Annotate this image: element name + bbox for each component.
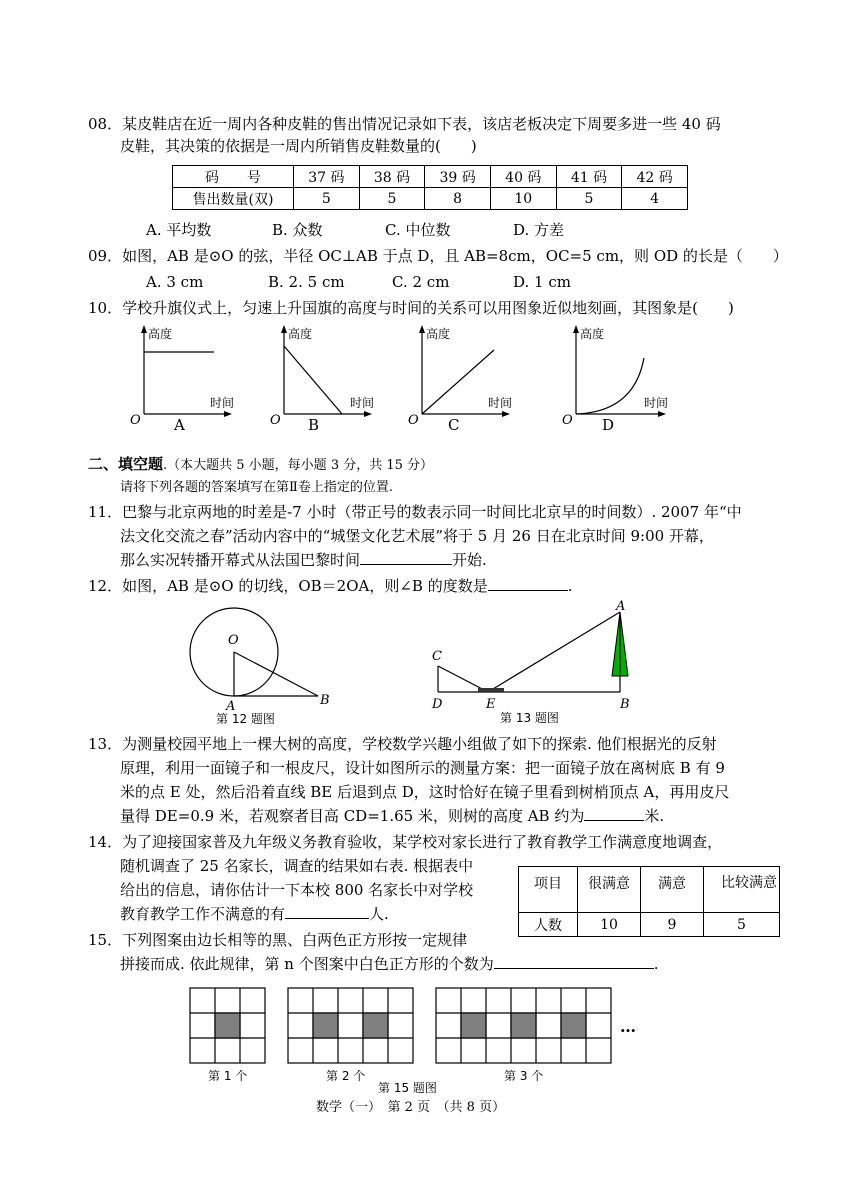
q08-table-header-cell: 40 码 [490, 166, 556, 188]
q12-caption: 第 12 题图 [216, 712, 275, 726]
q14-table-cell: 5 [704, 913, 780, 937]
y-label: 高度 [288, 327, 313, 341]
q13-line4 [120, 806, 664, 826]
section-2-heading [88, 454, 433, 476]
x-label: 时间 [488, 396, 513, 410]
q11-line2: 法文化交流之春”活动内容中的“城堡文化艺术展”将于 5 月 26 日在北京时间 9:00 开幕， [120, 527, 714, 545]
q14-table-cell: 人数 [519, 913, 578, 937]
q14-line3: 给出的信息，请你估计一下本校 800 名家长中对学校 [120, 881, 474, 899]
graph-label-b: B [308, 416, 320, 434]
q09-option-b: B. 2. 5 cm [268, 273, 345, 291]
q08-table-cell: 4 [622, 188, 688, 210]
q14-table-header-cell: 项目 [519, 867, 578, 913]
q11-text: 那么实况转播开幕式从法国巴黎时间 [120, 551, 361, 569]
q08-table-header-cell: 41 码 [556, 166, 622, 188]
x-axis-arrow [658, 411, 666, 417]
black-square [561, 1013, 586, 1038]
q08-table-cell: 10 [490, 188, 556, 210]
origin-label: O [562, 413, 573, 428]
y-axis-arrow [281, 325, 287, 333]
label-d: D [432, 697, 443, 712]
mirror [478, 688, 504, 692]
q12-text-end: . [567, 577, 573, 595]
q11-line1: 11．巴黎与北京两地的时差是-7 小时（带正号的数表示同一时间比北京早的时间数）. 2007 年“中 [88, 503, 742, 521]
section-2-title: 二、填空题 [88, 455, 164, 473]
q10-graph-d [558, 322, 670, 434]
pattern-ellipsis: … [620, 1017, 636, 1036]
pattern-1 [190, 988, 265, 1063]
q08-table-header-cell: 码 号 [173, 166, 294, 188]
q15-text-end: . [653, 955, 659, 973]
pattern-3-caption: 第 3 个 [504, 1069, 544, 1083]
graph-label-d: D [602, 416, 615, 434]
q08-table-cell: 5 [359, 188, 425, 210]
black-square [313, 1013, 338, 1038]
y-label: 高度 [426, 327, 451, 341]
label-a: A [226, 699, 236, 714]
q15-line2 [120, 954, 659, 974]
segment-ob [234, 652, 318, 696]
black-square [363, 1013, 388, 1038]
q13-text: 量得 DE=0.9 米，若观察者目高 CD=1.65 米，则树的高度 AB 约为 [120, 807, 585, 825]
pattern-1-caption: 第 1 个 [208, 1069, 248, 1083]
pattern-2-border [288, 988, 413, 1063]
section-2-note: .（本大题共 5 小题，每小题 3 分，共 15 分） [163, 458, 434, 473]
black-square [461, 1013, 486, 1038]
x-label: 时间 [350, 396, 375, 410]
y-axis-arrow [419, 325, 425, 333]
q14-table-header-cell: 很满意 [578, 867, 641, 913]
q13-caption: 第 13 题图 [500, 711, 559, 725]
y-label: 高度 [148, 327, 173, 341]
q14-table [518, 866, 780, 937]
y-axis-arrow [573, 325, 579, 333]
q12-figure [180, 600, 340, 728]
q15-caption: 第 15 题图 [378, 1081, 437, 1094]
q10-graph-c [404, 322, 514, 434]
q11-text-end: 开始. [452, 551, 487, 569]
q08-table-header-cell: 37 码 [294, 166, 360, 188]
q13-line2: 原理，利用一面镜子和一根皮尺，设计如图所示的测量方案：把一面镜子放在离树底 B 有 9 [120, 759, 725, 777]
x-axis-arrow [364, 411, 372, 417]
x-label: 时间 [644, 396, 669, 410]
q14-line2: 随机调查了 25 名家长，调查的结果如右表. 根据表中 [120, 857, 474, 875]
y-axis-arrow [141, 325, 147, 333]
q11-line3 [120, 550, 487, 570]
x-axis-arrow [224, 411, 232, 417]
q14-table-cell: 10 [578, 913, 641, 937]
q09-option-d: D. 1 cm [513, 273, 571, 291]
q13-line1: 13．为测量校园平地上一棵大树的高度，学校数学兴趣小组做了如下的探索. 他们根据光的反射 [88, 735, 717, 753]
x-label: 时间 [210, 396, 235, 410]
q11-answer-blank[interactable] [360, 550, 452, 565]
label-o: O [228, 633, 239, 648]
q08-option-b: B. 众数 [272, 221, 323, 239]
q08-option-c: C. 中位数 [385, 221, 451, 239]
label-e: E [486, 697, 496, 712]
q08-table-cell: 8 [425, 188, 491, 210]
q14-line1: 14．为了迎接国家普及九年级义务教育验收，某学校对家长进行了教育教学工作满意度地调查， [88, 833, 723, 851]
q14-table-cell: 9 [641, 913, 704, 937]
origin-label: O [270, 413, 281, 428]
q10-line1: 10．学校升旗仪式上，匀速上升国旗的高度与时间的关系可以用图象近似地刻画，其图象是( ) [88, 299, 734, 317]
label-c: C [432, 649, 442, 664]
graph-line [284, 346, 342, 414]
q15-line1: 15．下列图案由边长相等的黑、白两色正方形按一定规律 [88, 931, 468, 949]
graph-label-a: A [174, 416, 185, 434]
q08-table-cell: 售出数量(双) [173, 188, 294, 210]
q09-line1: 09．如图，AB 是⊙O 的弦，半径 OC⊥AB 于点 D，且 AB=8cm，OC=5 cm，则 OD 的长是（ ） [88, 247, 788, 265]
q08-table-cell: 5 [294, 188, 360, 210]
q08-option-a: A. 平均数 [146, 221, 212, 239]
ray-ea [488, 612, 620, 692]
origin-label: O [130, 413, 141, 428]
black-square [215, 1013, 240, 1038]
q12-answer-blank[interactable] [488, 576, 568, 591]
graph-curve [576, 358, 644, 414]
pattern-2-caption: 第 2 个 [326, 1069, 366, 1083]
x-axis-arrow [502, 411, 510, 417]
q13-text-end: 米. [644, 807, 665, 825]
q14-text-end: 人. [369, 905, 389, 923]
graph-line [422, 350, 494, 414]
y-label: 高度 [580, 327, 605, 341]
q14-answer-blank[interactable] [285, 904, 369, 919]
q14-table-header-cell: 满意 [641, 867, 704, 913]
q08-table-cell: 5 [556, 188, 622, 210]
q08-table-header-cell: 42 码 [622, 166, 688, 188]
q13-answer-blank[interactable] [584, 806, 644, 821]
q09-option-a: A. 3 cm [146, 273, 204, 291]
q08-option-d: D. 方差 [513, 221, 565, 239]
q09-option-c: C. 2 cm [392, 273, 450, 291]
pattern-2 [288, 988, 413, 1063]
q15-answer-blank[interactable] [494, 954, 654, 969]
q15-text: 拼接而成. 依此规律，第 n 个图案中白色正方形的个数为 [120, 955, 494, 973]
label-a: A [616, 599, 626, 614]
q08-table-header-cell: 38 码 [359, 166, 425, 188]
q10-graph-a [126, 322, 236, 434]
q08-table-header-cell: 39 码 [425, 166, 491, 188]
q12-text: 12．如图，AB 是⊙O 的切线，OB＝2OA，则∠B 的度数是 [88, 577, 488, 595]
origin-label: O [408, 413, 419, 428]
q10-graph-b [266, 322, 376, 434]
q15-figure [186, 984, 666, 1094]
q13-line3: 米的点 E 处，然后沿着直线 BE 后退到点 D，这时恰好在镜子里看到树梢顶点 A，再用皮尺 [120, 783, 730, 801]
section-2-instruction: 请将下列各题的答案填写在第Ⅱ卷上指定的位置. [120, 480, 393, 495]
black-square [511, 1013, 536, 1038]
q12-line1 [88, 576, 572, 596]
page-footer: 数学（一） 第 2 页 （共 8 页） [316, 1100, 506, 1115]
q14-table-header-cell: 比较满意 [704, 867, 780, 913]
q08-line1: 08．某皮鞋店在近一周内各种皮鞋的售出情况记录如下表，该店老板决定下周要多进一些 40 码 [88, 115, 721, 133]
q08-table [172, 165, 688, 210]
q08-line2: 皮鞋，其决策的依据是一周内所销售皮鞋数量的( ) [120, 137, 477, 155]
graph-label-c: C [448, 416, 460, 434]
q14-line4 [120, 904, 389, 924]
q13-figure [424, 598, 644, 728]
q14-text: 教育教学工作不满意的有 [120, 905, 286, 923]
label-b: B [320, 693, 330, 708]
label-b: B [620, 697, 630, 712]
pattern-3 [436, 988, 611, 1063]
